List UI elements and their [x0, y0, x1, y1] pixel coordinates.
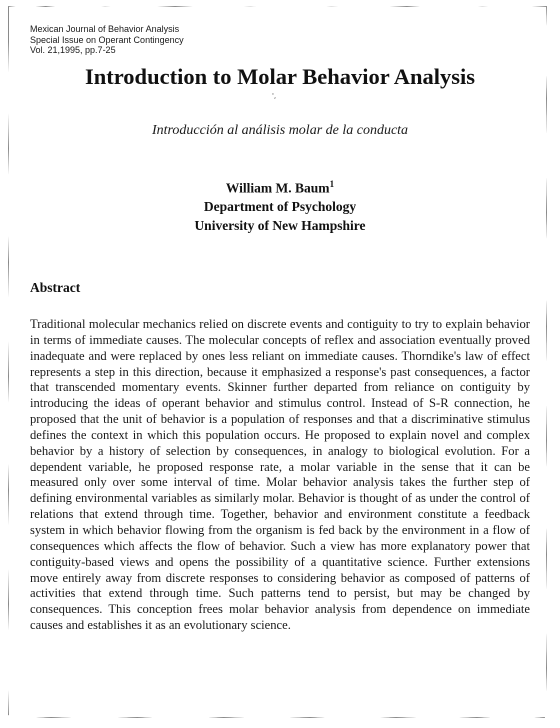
scan-speck: '‚: [272, 92, 277, 100]
journal-header: [30, 24, 184, 56]
author-block: [0, 175, 560, 235]
author-line: [0, 175, 560, 198]
author-name: William M. Baum: [225, 180, 330, 196]
author-department: Department of Psychology: [203, 199, 357, 214]
article-title: Introduction to Molar Behavior Analysis: [84, 64, 476, 89]
journal-issue: Special Issue on Operant Contingency: [30, 34, 184, 45]
author-institution: University of New Hampshire: [194, 217, 366, 233]
author-footnote-mark: 1: [329, 179, 335, 189]
abstract-text: Traditional molecular mechanics relied on discrete events and contiguity to try to explain behavior in terms of immediate causes. The molecular concepts of reflex and association eventually proved inadequate and were replaced by ones less reliant on immediate causes. Thorndike's law of effect represents a step in this direction, because it emphasized a response's past consequences, a factor that transcended momentary events. Skinner further departed from reliance on contiguity by introducing the ideas of operant behavior and stimulus control. Instead of S-R connection, he proposed that the unit of behavior is a population of responses and that a discriminative stimulus defines the context in which this population occurs. He proposed to explain novel and complex behavior by a history of selection by consequences, in analogy to biological evolution. For a dependent variable, he proposed response rate, a molar variable in the sense that it can be measured only over some interval of time. Molar behavior analysis takes the further step of defining environmental variables as similarly molar. Behavior is thought of as under the control of relations that extend through time. Together, behavior and environment constitute a feedback system in which behavior flowing from the organism is fed back by the environment in a flow of consequences which affects the flow of behavior. Such a view has more explanatory power that contiguity-based views and opens the possibility of a quantitative science. Further extensions move entirely away from discrete responses to considering behavior as composed of patterns of activities that extend through time. Such patterns tend to persist, but may be changed by consequences. This conception frees molar behavior analysis from dependence on immediate causes and establishes it as an evolutionary science.: [30, 317, 530, 633]
journal-volume: Vol. 21,1995, pp.7-25: [30, 45, 116, 55]
article-subtitle: Introducción al análisis molar de la conducta: [151, 123, 409, 138]
journal-name: Mexican Journal of Behavior Analysis: [30, 24, 180, 34]
abstract-heading: Abstract: [30, 280, 81, 295]
